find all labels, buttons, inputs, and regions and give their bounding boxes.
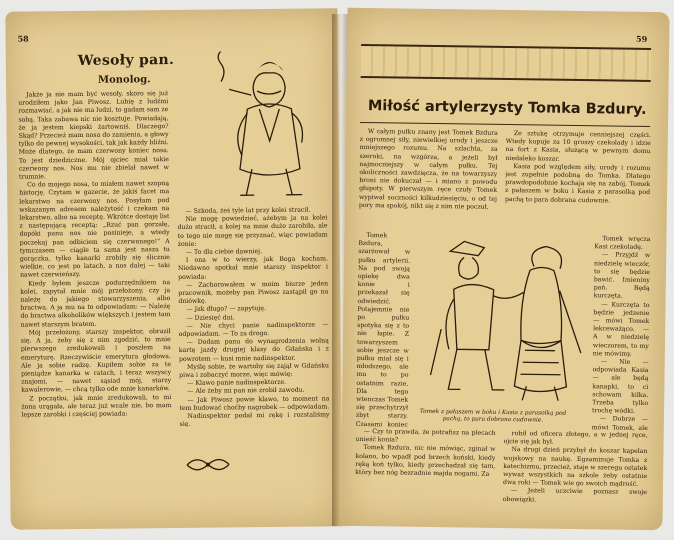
paragraph: — Klawo panie nadinspektorze. [187, 379, 287, 388]
paragraph: — To dla ciebie dawniej. [185, 248, 263, 256]
paragraph: Myślę sobie, że wartoby się zajął w Gdańsku piwa i zobaczyć morze, więc mówię: [179, 362, 330, 380]
left-column-2 [177, 206, 330, 456]
paragraph: Nie mogę powiedzieć, ażebym ja na kolei dużo stracił, a kolej na mnie dużo zarobiła, ale to tego nie mogę się przyznać, więc powiadam żonie: [177, 214, 328, 248]
paragraph: Z początku, jak mnie zredukowali, to mi żona urągała, ale teraz już wcale nie, bo mam lepsze zarobki i częściej powiada: [21, 393, 172, 419]
paragraph: — Nie — odpowiada Kasia — ale będą kanapki, to ci schowam kilka. Trzeba tylko trochę wódki. [591, 358, 649, 416]
paragraph: — Przyjdź w niedzielę wieczór, to się będzie bawić. Imieniny pań. Będą kurczęta. [593, 251, 651, 301]
paragraph: — Ale żeby mi pan nie zrobił zawodu. [187, 387, 305, 396]
paragraph: Ze sztukę otrzymuje cenniejszej części. Wtedy kupuje za 10 groszy czekolady i idzie na fort z Kasia, służącą w pewnym domu niedaleko koszar. [505, 130, 651, 163]
right-column-1-bottom [355, 428, 496, 516]
monolog-title: Wesoły pan. [77, 51, 175, 69]
right-page-number: 59 [636, 33, 648, 44]
paragraph: — Nie chyci panie nadinspektorze — odpowiadam. — To za drogo. [178, 321, 329, 339]
ornament-tailpiece [185, 455, 231, 473]
decorative-header-band [361, 44, 651, 82]
right-column-2-bottom [503, 430, 648, 518]
monolog-subtitle: Monolog. [97, 74, 151, 86]
smoking-man-illustration [211, 50, 328, 201]
paragraph: — Dodam panu do wynagrodzenia wolną kartę jazdy drugiej klasy do Gdańska i z powrotem — kusi mnie nadinspektor. [178, 337, 329, 363]
paragraph: Kasia pod względem siły, urody i rozumu jest zupełnie podobną do Tomka. Dlatego prawdopodobnie kochają się na zabój. Tomek z pałaszem w boku i Kasia z parasolką pod pachą to para dobrana cudownie. [504, 162, 651, 205]
paragraph: — Szkoda, żeś tyle lat przy kolei stracił. [185, 206, 311, 215]
paragraph: — Dziesięć dni. [186, 314, 235, 322]
illustration-caption: Tomek z pałaszem w boku i Kasia z parasolką pod pachą, to para dobrana cudownie. [419, 408, 567, 424]
paragraph: — Czy to prawda, że potrafisz na plecach unieść konia? [355, 428, 496, 444]
paragraph: — Kurczęta to będzie jedzenie — mówi Tomek lekceważąco. — A w niedzielę wieczorem, to my nie mówimy. [592, 300, 650, 358]
paragraph: I ona w to wierzy, jak Boga kocham. Niedawno spotkał mnie starszy inspektor i powiada: [177, 255, 329, 281]
right-column-2-top [505, 130, 651, 232]
paragraph: Tomek wręcza Kasi czekoladę. [594, 235, 651, 252]
paragraph: Mój przełożony, starszy inspektor, obraził się. A ja, żeby się z nim zgodzić, to mnie pierwszego zredukowali i poszłem na emeryturę. Rzeczywiście emerytura głodowa. Ale ja sobie radzę. Kupiłem sobie za te pieniądze kanarka w ratach, i teraz wszyscy znajomi, — nawet sąsiad mój, starzy kawalerowie, — chcą tylko ode mnie kanarków. [20, 327, 172, 394]
left-page-number: 58 [17, 33, 29, 44]
right-column-1-narrow [356, 232, 411, 429]
paragraph: Tomek Bzdura, szarżował w pułku artylerii. Na pod swoją opiekę dwa konie i przekazał się odwiedzić. Potajemnie nie po pułku spotyka się z to nie łapie. Z towarzyszem sobie jeszcze w pułku miał się i młodszego, ale mu to po ostatnim razie. Dla tego wtenczas Tomek się przechytrzył zbyt starzy. Czasami koniec [355, 232, 411, 429]
right-column-1-top [359, 128, 498, 230]
paragraph: — Dobrze — mówi Tomek, ale [591, 415, 648, 432]
paragraph: Jakże ja nie mam być wesoły, skoro się już urodziłem jako Jan Piwosz. Lubię z ludźmi rozmawiać, a jak nie ma ludzi, to gadam sam ze sobą. Taka zabawa nic nie kosztuje. Powiadają, że ja jestem kiepski żartowniś. Dlaczego? Skąd? Przecież mam nosa do zamienia, a głowy tylko do pewnej wysokości, tak jak każdy bliźni. Może dlatego, że mam czerwony koniec nosa. To jest dziedziczne. Mój ojciec miał takie czerwony nos. Nos mu nie zbielał nawet w trumnie. [18, 90, 169, 181]
story-headline: Miłość artylerzysty Tomka Bzdury. [367, 98, 647, 118]
paragraph: — Jak Piwosz powie klawo, to moment na tem budować choćby nagrobek — odpowiadam. [179, 395, 330, 412]
left-page [5, 8, 342, 529]
paragraph: — Jeżeli uczciwie poznasz swoje obowiązki. [502, 487, 647, 504]
paragraph: W całym pułku znany jest Tomek Bzdura z ogromnej siły, niewielkiej urody i jeszcze mniejszego rozumu. Na szlachta, za szeroki, na wzgórza, a jeżeli był najmocniejszy w całym pułku. Tej okoliczności zawdzięcza, że na towarzyszy broni nie dokuczał — i miano z powodu głupoty. W pierwszym ręce czuły Tomek wypiwał soczności kilkudziesięciu, o od tej pory ma spokój, nikt się z nim nie poczuł. [358, 128, 498, 211]
paragraph: — Zachorowałem w moim biurze jeden pracownik, możeby pan Piwosz zastąpił go na dniówkę. [178, 280, 329, 306]
paragraph: Nadinspektor podał mi rękę i rozstaliśmy się. [179, 411, 330, 429]
paragraph: — Jak długo? — zapytuję. [186, 305, 267, 314]
right-page [340, 8, 669, 530]
headline-rule [360, 122, 650, 127]
left-column-1 [18, 90, 172, 512]
paragraph: robił od oficera złotego, a w jednej ręce, ojcie się jak był. [503, 430, 648, 446]
paragraph: Tomek Bzdura, nic nie mówiąc, zginał w kolano, bo wpadł pod brzech koński, kiedy ręką koń tylko, kiedy przechadzał się tam, który bez nóg bezradnie majda nogami. Za [355, 444, 496, 478]
paragraph: Na drugi dzień przybył do koszar kapelan wojskowy na naukę. Egzaminuje Tomka z katechizmu, przecież, staje w szeregu ostatek wyważ wszystkich na szkole żeby ostatnie dwa roki — Tomek wie go swoich mądrość. [502, 446, 648, 489]
paragraph: Kiedy byłem jeszcze podurzędnikiem na kolei, zapytał mnie mój przełożony, czy ja należę do jakiego stowarzyszenia, albo bractwa. A ja mu na to odpowiadam: — Należę do bractwa alkoholików większych i jestem tam nawet starszym bratem. [20, 278, 171, 329]
right-column-2-narrow [592, 235, 651, 432]
soldier-and-woman-illustration [408, 229, 590, 411]
paragraph: Co do mojego nosa, to miałem nawet szopną historję. Czytam w gazecie, że jakiś facet ma lekarstwo na czerwony nos. Posyłam pod wskazanym adresem należytość i czekam na lekarstwo, albo na receptę. Wkrótce dostaję list z następującą receptą: „Rzuć pan gorzałę, dopóki panu nos nie posinieje, a wtedy poczekaj pan odbiciem się czerwonego!" A tymczasem — ciągle ta sama jest nasza tu gorączka, tylko kanarki zrobiły się ślicznie wielkie, co jest po latach, a nos dalej — taki nawet czerwieńszy. [19, 180, 171, 280]
